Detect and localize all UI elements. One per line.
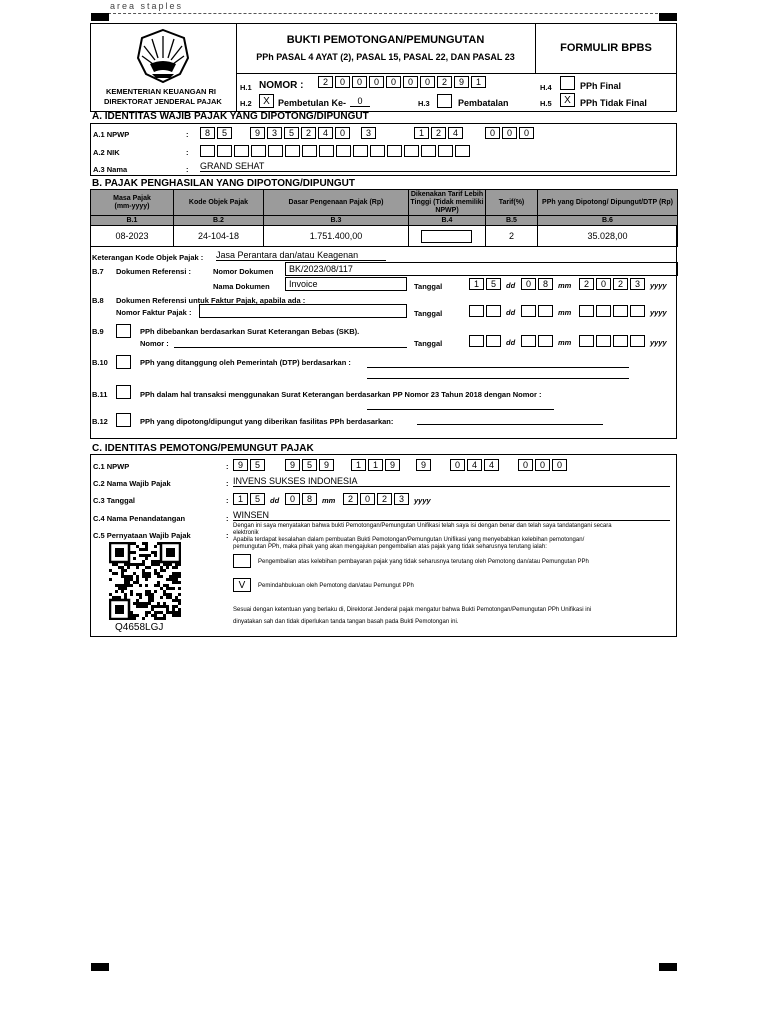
npwp-digit-box: 2	[431, 127, 446, 139]
nik-box[interactable]	[336, 145, 351, 157]
ministry-logo	[132, 28, 194, 84]
date-dd-label: dd	[506, 338, 516, 347]
table-data-cell: 24-104-18	[173, 225, 264, 247]
npwp-digit-box: 2	[301, 127, 316, 139]
date-digit-box[interactable]	[630, 305, 645, 317]
date-digit-box: 8	[538, 278, 553, 290]
date-digit-box: 8	[302, 493, 317, 505]
c1-colon: :	[226, 462, 229, 471]
table-header-cell: Kode Objek Pajak	[173, 189, 264, 216]
table-code-cell: B.1	[90, 215, 174, 226]
date-digit-box: 2	[579, 278, 594, 290]
date-digit-box: 5	[250, 493, 265, 505]
form-name: FORMULIR BPBS	[560, 42, 652, 54]
c5-option1-text: Pengembalian atas kelebihan pembayaran pajak yang tidak seharusnya terutang oleh Pemotong dan/atau Pemungutan PPh	[258, 559, 589, 565]
pph-final-label: PPh Final	[580, 81, 622, 91]
h3-label: H.3	[418, 99, 430, 108]
npwp-digit-box: 0	[535, 459, 550, 471]
date-digit-box[interactable]	[538, 305, 553, 317]
nomor-digit-box: 1	[471, 76, 486, 88]
b4-checkbox[interactable]	[421, 230, 472, 243]
header-divider-3	[236, 73, 677, 74]
h4-label: H.4	[540, 83, 552, 92]
b11-label: B.11	[92, 390, 108, 399]
table-data-cell	[408, 225, 486, 247]
c2-nama-label: C.2 Nama Wajib Pajak	[93, 479, 171, 488]
date-digit-box[interactable]	[579, 335, 594, 347]
nomor-digit-box: 0	[352, 76, 367, 88]
date-dd-label: dd	[270, 496, 280, 505]
nomor-digit-box: 9	[454, 76, 469, 88]
qr-code-image	[109, 542, 181, 620]
nomor-dok-label: Nomor Dokumen	[213, 267, 274, 276]
c3-colon: :	[226, 496, 229, 505]
ket-value: Jasa Perantara dan/atau Keagenan	[216, 250, 386, 261]
b10-checkbox[interactable]	[116, 355, 131, 369]
pernyataan-line2: elektronik	[233, 530, 259, 536]
nomor-digit-box: 0	[420, 76, 435, 88]
npwp-digit-box: 5	[284, 127, 299, 139]
nomor-digit-box: 0	[386, 76, 401, 88]
b10-line2	[367, 378, 629, 379]
nomor-digit-box: 2	[318, 76, 333, 88]
date-yyyy-label: yyyy	[414, 496, 431, 505]
npwp-digit-box: 4	[318, 127, 333, 139]
nik-box[interactable]	[302, 145, 317, 157]
c2-colon: :	[226, 479, 229, 488]
date-dd-label: dd	[506, 308, 516, 317]
table-header-cell: PPh yang Dipotong/ Dipungut/DTP (Rp)	[537, 189, 678, 216]
closing-line1: Sesuai dengan ketentuan yang berlaku di, Direktorat Jenderal pajak mengatur bahwa Bukti Pemotongan/Pemungutan PPh Unifikasi ini	[233, 607, 592, 613]
b9-tanggal-label: Tanggal	[414, 339, 443, 348]
date-yyyy-label: yyyy	[650, 338, 667, 347]
corner-mark-top-left	[91, 13, 109, 21]
date-digit-box: 1	[233, 493, 248, 505]
npwp-digit-box: 4	[484, 459, 499, 471]
date-digit-box: 0	[521, 278, 536, 290]
nik-box[interactable]	[421, 145, 436, 157]
c4-penandatangan-label: C.4 Nama Penandatangan	[93, 514, 186, 523]
pph-tidak-final-label: PPh Tidak Final	[580, 98, 647, 108]
h5-label: H.5	[540, 99, 552, 108]
date-dd-label: dd	[506, 281, 516, 290]
date-digit-box: 2	[613, 278, 628, 290]
section-c-title: C. IDENTITAS PEMOTONG/PEMUNGUT PAJAK	[92, 443, 314, 454]
table-code-cell: B.3	[263, 215, 409, 226]
c3-tanggal-label: C.3 Tanggal	[93, 496, 135, 505]
date-digit-box[interactable]	[630, 335, 645, 347]
nomor-label: NOMOR :	[259, 80, 304, 91]
corner-mark-bottom-right	[659, 963, 677, 971]
nik-box[interactable]	[251, 145, 266, 157]
date-yyyy-label: yyyy	[650, 281, 667, 290]
npwp-digit-box: 5	[250, 459, 265, 471]
nik-box[interactable]	[455, 145, 470, 157]
nik-box[interactable]	[200, 145, 215, 157]
pph-final-checkbox[interactable]	[560, 76, 575, 90]
date-digit-box[interactable]	[596, 335, 611, 347]
pph-tidak-final-checkbox[interactable]: X	[560, 93, 575, 107]
nik-box[interactable]	[353, 145, 368, 157]
nik-box[interactable]	[285, 145, 300, 157]
staples-dashed-line	[108, 13, 658, 14]
corner-mark-bottom-left	[91, 963, 109, 971]
pembatalan-checkbox[interactable]	[437, 94, 452, 108]
a3-nama-value: GRAND SEHAT	[200, 161, 670, 172]
npwp-digit-box: 0	[450, 459, 465, 471]
pembetulan-value: 0	[350, 96, 370, 107]
table-data-cell: 35.028,00	[537, 225, 678, 247]
date-digit-box: 0	[596, 278, 611, 290]
npwp-digit-box: 9	[233, 459, 248, 471]
npwp-digit-box: 9	[416, 459, 431, 471]
date-digit-box[interactable]	[613, 305, 628, 317]
b7-tanggal-label: Tanggal	[414, 282, 443, 291]
date-mm-label: mm	[322, 496, 336, 505]
b12-text: PPh yang dipotong/dipungut yang diberikan fasilitas PPh berdasarkan:	[140, 417, 394, 426]
nik-box[interactable]	[387, 145, 402, 157]
b8-text: Dokumen Referensi untuk Faktur Pajak, apabila ada :	[116, 296, 306, 305]
date-digit-box[interactable]	[538, 335, 553, 347]
b9-checkbox[interactable]	[116, 324, 131, 338]
nik-box[interactable]	[370, 145, 385, 157]
b12-label: B.12	[92, 417, 108, 426]
pernyataan-line3: Apabila terdapat kesalahan dalam pembuatan Bukti Pemotongan/Pemungutan Unifikasi yang menyebabkan kelebihan pemotongan/	[233, 537, 585, 543]
pernyataan-line4: pemungutan PPh, maka pihak yang akan mengajukan pengembalian atas pajak yang tidak seharusnya terutang ialah:	[233, 544, 547, 550]
section-b-title: B. PAJAK PENGHASILAN YANG DIPOTONG/DIPUNGUT	[92, 178, 355, 189]
date-digit-box[interactable]	[521, 335, 536, 347]
c5-option2-text: Pemindahbukuan oleh Pemotong dan/atau Pemungut PPh	[258, 583, 414, 589]
nama-dok-value: Invoice	[285, 277, 407, 291]
npwp-digit-box: 5	[217, 127, 232, 139]
a3-colon: :	[186, 165, 189, 174]
b10-label: B.10	[92, 358, 108, 367]
table-header-cell: Tarif(%)	[485, 189, 538, 216]
c4-colon: :	[226, 514, 229, 523]
b8-tanggal-label: Tanggal	[414, 309, 443, 318]
date-mm-label: mm	[558, 338, 572, 347]
table-code-cell: B.2	[173, 215, 264, 226]
nomor-digit-box: 0	[403, 76, 418, 88]
nomor-digit-box: 0	[369, 76, 384, 88]
b8-label: B.8	[92, 296, 104, 305]
npwp-digit-box: 5	[302, 459, 317, 471]
ministry-line2: DIREKTORAT JENDERAL PAJAK	[104, 97, 222, 106]
npwp-digit-box: 9	[285, 459, 300, 471]
npwp-digit-box: 8	[200, 127, 215, 139]
npwp-digit-box: 4	[448, 127, 463, 139]
nomor-digit-box: 0	[335, 76, 350, 88]
date-digit-box[interactable]	[486, 335, 501, 347]
table-code-cell: B.6	[537, 215, 678, 226]
table-data-cell: 08-2023	[90, 225, 174, 247]
h2-label: H.2	[240, 99, 252, 108]
b11-checkbox[interactable]	[116, 385, 131, 399]
npwp-digit-box: 0	[519, 127, 534, 139]
date-mm-label: mm	[558, 281, 572, 290]
b9-label: B.9	[92, 327, 104, 336]
nik-box[interactable]	[217, 145, 232, 157]
b10-text: PPh yang ditanggung oleh Pemerintah (DTP) berdasarkan :	[140, 358, 351, 367]
h1-label: H.1	[240, 83, 252, 92]
npwp-digit-box: 0	[485, 127, 500, 139]
date-digit-box[interactable]	[579, 305, 594, 317]
table-code-cell: B.5	[485, 215, 538, 226]
npwp-digit-box: 9	[250, 127, 265, 139]
nik-box[interactable]	[234, 145, 249, 157]
c4-penandatangan-value: WINSEN	[233, 510, 670, 521]
closing-line2: dinyatakan sah dan tidak diperlukan tanda tangan basah pada Bukti Pemotongan ini.	[233, 619, 459, 625]
form-title: BUKTI PEMOTONGAN/PEMUNGUTAN	[286, 34, 485, 46]
table-code-cell: B.4	[408, 215, 486, 226]
npwp-digit-box: 3	[361, 127, 376, 139]
c5-pernyataan-label: C.5 Pernyataan Wajib Pajak	[93, 531, 191, 540]
npwp-digit-box: 9	[385, 459, 400, 471]
date-digit-box[interactable]	[613, 335, 628, 347]
npwp-digit-box: 0	[552, 459, 567, 471]
b11-text: PPh dalam hal transaksi menggunakan Surat Keterangan berdasarkan PP Nomor 23 Tahun 2018 dengan Nomor :	[140, 390, 542, 399]
nomor-dok-value: BK/2023/08/117	[285, 262, 678, 276]
date-digit-box: 0	[285, 493, 300, 505]
table-data-cell: 1.751.400,00	[263, 225, 409, 247]
pembetulan-label: Pembetulan Ke-	[278, 98, 347, 108]
npwp-digit-box: 3	[267, 127, 282, 139]
table-header-cell: Dikenakan Tarif Lebih Tinggi (Tidak memiliki NPWP)	[408, 189, 486, 216]
date-mm-label: mm	[558, 308, 572, 317]
date-yyyy-label: yyyy	[650, 308, 667, 317]
npwp-digit-box: 9	[319, 459, 334, 471]
date-digit-box: 0	[360, 493, 375, 505]
date-digit-box[interactable]	[469, 335, 484, 347]
pernyataan-line1: Dengan ini saya menyatakan bahwa bukti Pemotongan/Pemungutan Unifikasi telah saya isi dengan benar dan telah saya tandatangani secara	[233, 523, 612, 529]
date-digit-box: 2	[377, 493, 392, 505]
date-digit-box: 2	[343, 493, 358, 505]
corner-mark-top-right	[659, 13, 677, 21]
faktur-label: Nomor Faktur Pajak :	[116, 308, 192, 317]
pembetulan-checkbox[interactable]: X	[259, 94, 274, 108]
c5-option2-checkbox[interactable]: V	[233, 578, 251, 592]
ket-label: Keterangan Kode Objek Pajak :	[92, 253, 204, 262]
npwp-digit-box: 0	[335, 127, 350, 139]
date-digit-box[interactable]	[486, 305, 501, 317]
nik-box[interactable]	[319, 145, 334, 157]
b11-line	[367, 409, 554, 410]
ministry-line1: KEMENTERIAN KEUANGAN RI	[106, 87, 217, 96]
staples-label: area staples	[110, 1, 184, 11]
pembatalan-label: Pembatalan	[458, 98, 509, 108]
table-header-cell: Dasar Pengenaan Pajak (Rp)	[263, 189, 409, 216]
b9-nomor-label: Nomor :	[140, 339, 169, 348]
b9-nomor-line	[174, 347, 407, 348]
nik-box[interactable]	[404, 145, 419, 157]
b9-text: PPh dibebankan berdasarkan Surat Keterangan Bebas (SKB).	[140, 327, 360, 336]
npwp-digit-box: 4	[467, 459, 482, 471]
qr-caption: Q4658LGJ	[115, 622, 164, 633]
b7-label: B.7	[92, 267, 104, 276]
a2-colon: :	[186, 148, 189, 157]
c1-npwp-label: C.1 NPWP	[93, 462, 130, 471]
nik-box[interactable]	[438, 145, 453, 157]
date-digit-box[interactable]	[596, 305, 611, 317]
date-digit-box[interactable]	[469, 305, 484, 317]
npwp-digit-box: 1	[368, 459, 383, 471]
c5-option1-checkbox[interactable]	[233, 554, 251, 568]
npwp-digit-box: 1	[351, 459, 366, 471]
date-digit-box: 3	[630, 278, 645, 290]
table-data-cell: 2	[485, 225, 538, 247]
npwp-digit-box: 0	[518, 459, 533, 471]
nama-dok-label: Nama Dokumen	[213, 282, 270, 291]
npwp-digit-box: 0	[502, 127, 517, 139]
dok-ref-label: Dokumen Referensi :	[116, 267, 192, 276]
section-a-title: A. IDENTITAS WAJIB PAJAK YANG DIPOTONG/DIPUNGUT	[92, 111, 369, 122]
b10-line1	[367, 367, 629, 368]
a3-nama-label: A.3 Nama	[93, 165, 128, 174]
date-digit-box: 1	[469, 278, 484, 290]
a1-npwp-label: A.1 NPWP	[93, 130, 130, 139]
a1-colon: :	[186, 130, 189, 139]
b12-checkbox[interactable]	[116, 413, 131, 427]
date-digit-box[interactable]	[521, 305, 536, 317]
faktur-input[interactable]	[199, 304, 407, 318]
form-subtitle: PPh PASAL 4 AYAT (2), PASAL 15, PASAL 22, DAN PASAL 23	[256, 52, 515, 62]
nomor-digit-box: 2	[437, 76, 452, 88]
nik-box[interactable]	[268, 145, 283, 157]
b12-line	[417, 424, 603, 425]
date-digit-box: 5	[486, 278, 501, 290]
npwp-digit-box: 1	[414, 127, 429, 139]
table-header-cell: Masa Pajak (mm-yyyy)	[90, 189, 174, 216]
a2-nik-label: A.2 NIK	[93, 148, 120, 157]
c2-nama-value: INVENS SUKSES INDONESIA	[233, 476, 670, 487]
c5-colon: :	[226, 531, 229, 540]
date-digit-box: 3	[394, 493, 409, 505]
